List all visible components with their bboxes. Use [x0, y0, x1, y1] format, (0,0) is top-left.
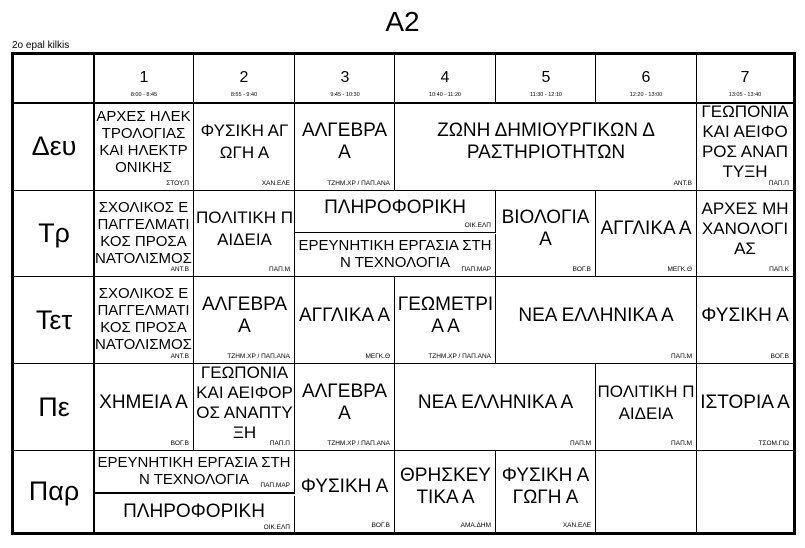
subject: ΦΥΣΙΚΗ Α [300, 476, 389, 497]
subject: ΓΕΩΜΕΤΡΙΑ Α [397, 293, 494, 337]
class-title: A2 [385, 6, 420, 37]
subject: ΧΗΜΕΙΑ Α [99, 391, 188, 413]
lesson-cell [396, 364, 596, 450]
teacher: ΑΝΤ.Β [673, 180, 692, 187]
school-name: 2o epal kilkis [12, 40, 70, 51]
period-number: 1 [139, 69, 149, 86]
period-time: 8:00 - 8:45 [130, 92, 158, 98]
subject: ΖΩΝΗ ΔΗΜΙΟΥΡΓΙΚΩΝ ΔΡΑΣΤΗΡΙΟΤΗΤΩΝ [437, 120, 655, 163]
teacher: ΠΑΠ.Κ [769, 266, 789, 273]
teacher: ΠΑΠ.Μ [570, 440, 591, 447]
subject: ΦΥΣΙΚΗ ΑΓΩΓΗ Α [200, 121, 289, 162]
subject: ΣΧΟΛΙΚΟΣ ΕΠΑΓΓΕΛΜΑΤΙΚΟΣ ΠΡΟΣΑΝΑΤΟΛΙΣΜΟΣ [95, 285, 192, 353]
subject: ΠΟΛΙΤΙΚΗ ΠΑΙΔΕΙΑ [597, 381, 695, 423]
subject: ΑΡΧΕΣ ΜΗΧΑΝΟΛΟΓΙΑΣ [701, 199, 789, 258]
day-label-tuesday: Τρ [38, 218, 70, 248]
period-number: 6 [641, 69, 651, 86]
period-number: 3 [340, 69, 350, 86]
teacher: ΒΟΓ.Β [770, 353, 789, 360]
day-label-thursday: Πε [38, 391, 70, 422]
period-time: 8:55 - 9:40 [230, 92, 258, 98]
teacher: ΑΝΤ.Β [170, 353, 189, 360]
teacher: ΤΣΟΜ.ΓΙΩ [758, 440, 789, 447]
subject: ΘΡΗΣΚΕΥΤΙΚΑ Α [400, 465, 491, 508]
lesson-cell [94, 364, 194, 450]
timetable-grid [11, 52, 796, 535]
subject: ΑΛΓΕΒΡΑ Α [201, 293, 288, 337]
period-number: 4 [440, 69, 450, 86]
subject: ΓΕΩΠΟΝΙΑ ΚΑΙ ΑΕΙΦΟΡΟΣ ΑΝΑΠΤΥΞΗ [701, 103, 789, 181]
lesson-cell [697, 191, 793, 276]
empty-cell [697, 451, 793, 532]
lesson-cell [697, 103, 793, 190]
teacher: ΒΟΓ.Β [371, 522, 390, 529]
teacher: ΒΟΓ.Β [170, 440, 189, 447]
period-number: 5 [541, 69, 551, 86]
lesson-cell [496, 277, 697, 363]
lesson-cell [496, 191, 596, 276]
teacher: ΜΕΓΚ.Θ [667, 266, 692, 273]
subject: ΑΓΓΛΙΚΑ Α [600, 218, 692, 239]
subject: ΦΥΣΙΚΗ Α [701, 304, 789, 326]
lesson-cell [697, 364, 793, 450]
lesson-cell [295, 191, 496, 233]
lesson-cell [496, 451, 596, 532]
day-label-friday: Παρ [28, 476, 80, 506]
teacher: ΒΟΓ.Β [572, 266, 591, 273]
subject: ΑΛΓΕΒΡΑ Α [301, 380, 388, 424]
lesson-cell [396, 277, 496, 363]
period-time: 9:45 - 10:30 [330, 92, 360, 98]
subject: ΓΕΩΠΟΝΙΑ ΚΑΙ ΑΕΙΦΟΡΟΣ ΑΝΑΠΤΥΞΗ [196, 364, 293, 442]
lesson-cell [596, 364, 697, 450]
subject: ΝΕΑ ΕΛΛΗΝΙΚΑ Α [518, 304, 674, 326]
lesson-cell [295, 451, 395, 532]
teacher: ΧΑΝ.ΕΛΕ [562, 522, 591, 529]
subject: ΝΕΑ ΕΛΛΗΝΙΚΑ Α [417, 391, 574, 413]
subject: ΑΓΓΛΙΚΑ Α [298, 304, 391, 326]
period-time: 12:20 - 13:00 [629, 92, 663, 98]
subject: ΙΣΤΟΡΙΑ Α [700, 391, 790, 413]
teacher: ΠΑΠ.ΜΑΡ [260, 482, 290, 489]
subject: ΑΛΓΕΒΡΑ Α [301, 120, 388, 163]
period-time: 13:05 - 13:40 [728, 92, 762, 98]
teacher: ΧΑΝ.ΕΛΕ [261, 180, 290, 187]
teacher: ΤΖΗΜ.ΧΡ / ΠΑΠ.ΑΝΑ [327, 180, 390, 187]
teacher: ΠΑΠ.ΜΑΡ [461, 266, 491, 273]
lesson-cell [195, 277, 295, 363]
lesson-cell [94, 191, 194, 276]
teacher: ΜΕΓΚ.Θ [365, 353, 390, 360]
period-time: 10:40 - 11:20 [428, 92, 461, 98]
subject: ΑΡΧΕΣ ΗΛΕΚΤΡΟΛΟΓΙΑΣ ΚΑΙ ΗΛΕΚΤΡΟΝΙΚΗΣ [96, 108, 191, 176]
lesson-cell [295, 234, 496, 276]
period-number: 2 [239, 69, 249, 86]
teacher: ΟΙΚ.ΕΛΠ [464, 222, 491, 229]
teacher: ΤΖΗΜ.ΧΡ / ΠΑΠ.ΑΝΑ [227, 353, 290, 360]
teacher: ΠΑΠ.Μ [671, 353, 692, 360]
subject: ΕΡΕΥΝΗΤΙΚΗ ΕΡΓΑΣΙΑ ΣΤΗΝ ΤΕΧΝΟΛΟΓΙΑ [97, 453, 291, 488]
teacher: ΠΑΠ.Μ [671, 440, 692, 447]
subject: ΠΛΗΡΟΦΟΡΙΚΗ [324, 196, 466, 218]
subject: ΕΡΕΥΝΗΤΙΚΗ ΕΡΓΑΣΙΑ ΣΤΗΝ ΤΕΧΝΟΛΟΓΙΑ [298, 237, 492, 271]
lesson-cell [596, 191, 697, 276]
lesson-cell [396, 451, 496, 532]
lesson-cell [195, 103, 295, 190]
lesson-cell [94, 277, 194, 363]
subject: ΠΛΗΡΟΦΟΡΙΚΗ [123, 501, 265, 522]
lesson-cell [195, 364, 295, 450]
subject: ΦΥΣΙΚΗ ΑΓΩΓΗ Α [501, 465, 590, 508]
teacher: ΤΖΗΜ.ΧΡ / ΠΑΠ.ΑΝΑ [428, 353, 491, 360]
period-number: 7 [740, 69, 750, 86]
lesson-cell [396, 103, 697, 190]
lesson-cell [295, 277, 395, 363]
lesson-cell [295, 103, 395, 190]
lesson-cell [195, 191, 295, 276]
teacher: ΠΑΠ.Π [768, 180, 789, 187]
lesson-cell [94, 451, 295, 494]
teacher: ΟΙΚ.ΕΛΠ [263, 524, 290, 531]
subject: ΠΟΛΙΤΙΚΗ ΠΑΙΔΕΙΑ [196, 208, 293, 249]
lesson-cell [295, 364, 395, 450]
subject: ΣΧΟΛΙΚΟΣ ΕΠΑΓΓΕΛΜΑΤΙΚΟΣ ΠΡΟΣΑΝΑΤΟΛΙΣΜΟΣ [95, 198, 192, 267]
teacher: ΤΖΗΜ.ΧΡ / ΠΑΠ.ΑΝΑ [327, 440, 390, 447]
teacher: ΠΑΠ.Π [269, 440, 290, 447]
period-time: 11:30 - 12:10 [529, 92, 562, 98]
subject: ΒΙΟΛΟΓΙΑ Α [501, 207, 590, 250]
day-label-monday: Δευ [31, 131, 77, 161]
day-label-wednesday: Τετ [35, 304, 73, 335]
lesson-cell [94, 103, 194, 190]
teacher: ΣΤΟΥ.Π [166, 180, 189, 187]
lesson-cell [697, 277, 793, 363]
teacher: ΑΝΤ.Β [170, 266, 189, 273]
lesson-cell [94, 496, 295, 532]
teacher: ΠΑΠ.Μ [269, 266, 290, 273]
empty-cell [596, 451, 697, 532]
teacher: ΑΜΑ.ΔΗΜ [460, 522, 491, 529]
